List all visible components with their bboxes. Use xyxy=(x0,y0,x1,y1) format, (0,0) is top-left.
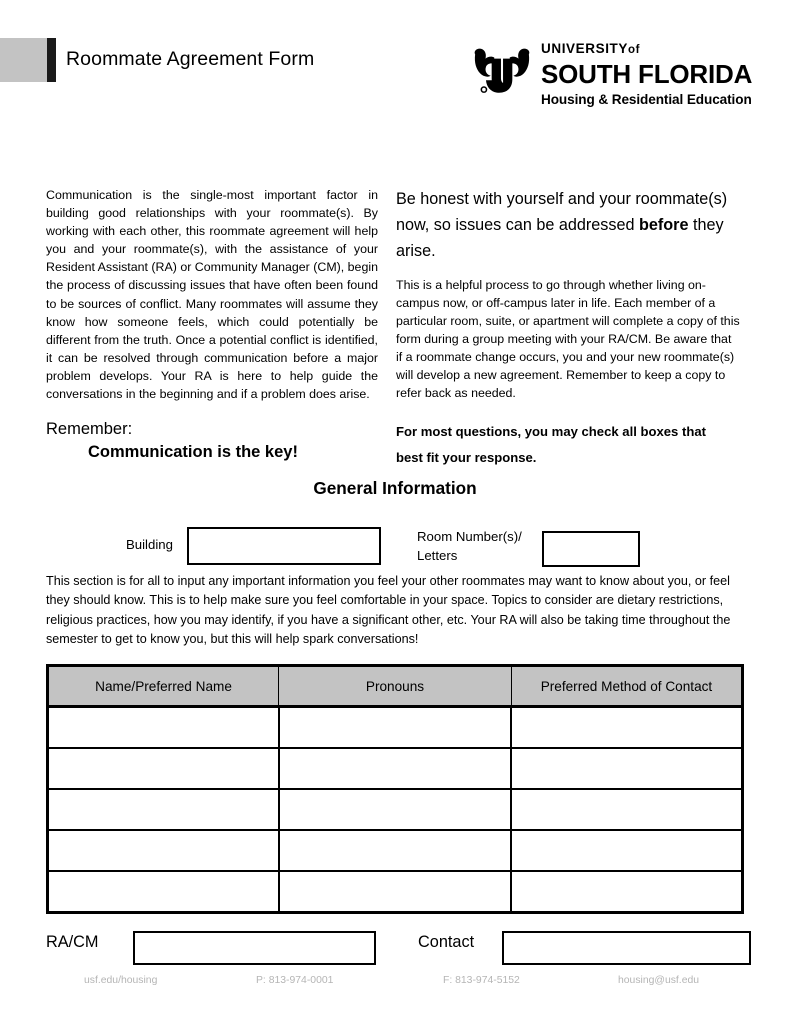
footer-fax: F: 813-974-5152 xyxy=(443,975,520,986)
table-cell-contact[interactable] xyxy=(511,789,742,830)
usf-wordmark-line3: Housing & Residential Education xyxy=(541,92,752,107)
table-row xyxy=(48,871,743,913)
intro-lead-part2: they arise. xyxy=(396,216,724,261)
general-information-heading: General Information xyxy=(313,478,477,498)
building-label: Building xyxy=(126,537,173,552)
footer-email: housing@usf.edu xyxy=(618,975,700,986)
room-number-label: Room Number(s)/ Letters xyxy=(417,529,522,563)
intro-left-column: Communication is the single-most important factor in building good relationships with your roommate(s). By working with each other, this roommate agreement will help you and your roommate(s), with the assistance of your Resident Assistant (RA) or Community Manager (CM), begin the process of discussing issues that have often been found to be sources of conflict. Many roommates will assume they know how someone feels, which could potentially be different from the truth. Once a potential conflict is identified, it can be resolved through communication before a major problem develops. Your RA is here to help guide the conversations in the beginning and if a problem does arise. xyxy=(46,188,378,402)
usf-bull-icon xyxy=(471,46,533,98)
table-row xyxy=(48,748,743,789)
column-header-name: Name/Preferred Name xyxy=(48,666,279,707)
footer-website: usf.edu/housing xyxy=(84,975,158,986)
usf-wordmark xyxy=(541,40,761,111)
intro-right-column xyxy=(396,186,740,402)
usf-logo xyxy=(471,40,761,130)
section-instructions: This section is for all to input any important information you feel your other roommates may want to know about you, or feel they should know. This is to help make sure you feel comfortable in your space. Topics to consider are dietary restrictions, religious practices, how you may identify, if you have a significant other, etc. Your RA will also be taking time throughout the semester to get to know you, but this will help spark conversations! xyxy=(46,574,731,646)
table-cell-contact[interactable] xyxy=(511,748,742,789)
general-information-fields xyxy=(0,525,790,570)
table-cell-contact[interactable] xyxy=(511,707,742,749)
table-cell-pronouns[interactable] xyxy=(279,830,512,871)
table-cell-name[interactable] xyxy=(48,748,279,789)
header-accent-swatch xyxy=(0,38,47,82)
page-footer xyxy=(0,975,790,995)
table-row xyxy=(48,830,743,871)
remember-section xyxy=(0,417,790,467)
bottom-fields-section xyxy=(0,928,790,964)
racm-input[interactable] xyxy=(133,931,376,965)
header-accent-bar xyxy=(47,38,56,82)
table-cell-name[interactable] xyxy=(48,830,279,871)
footer-phone: P: 813-974-0001 xyxy=(256,975,334,986)
remember-label: Remember: xyxy=(46,420,133,438)
building-input[interactable] xyxy=(187,527,381,565)
table-header xyxy=(48,666,743,707)
column-header-contact: Preferred Method of Contact xyxy=(511,666,742,707)
usf-university-text: UNIVERSITY xyxy=(541,41,629,56)
room-number-input[interactable] xyxy=(542,531,640,567)
intro-lead-emphasis: before xyxy=(638,216,689,235)
page-title: Roommate Agreement Form xyxy=(66,48,315,70)
usf-wordmark-line2: SOUTH FLORIDA xyxy=(541,59,753,89)
table-cell-name[interactable] xyxy=(48,707,279,749)
table-cell-name[interactable] xyxy=(48,789,279,830)
contact-input[interactable] xyxy=(502,931,751,965)
page-header xyxy=(0,38,790,133)
racm-label: RA/CM xyxy=(46,933,99,951)
table-cell-contact[interactable] xyxy=(511,871,742,913)
table-row xyxy=(48,789,743,830)
table-cell-pronouns[interactable] xyxy=(279,748,512,789)
table-cell-pronouns[interactable] xyxy=(279,789,512,830)
usf-of-text: of xyxy=(628,44,641,56)
table-cell-pronouns[interactable] xyxy=(279,871,512,913)
table-header-row xyxy=(48,666,743,707)
intro-section xyxy=(0,186,790,421)
table-cell-name[interactable] xyxy=(48,871,279,913)
remember-key-message: Communication is the key! xyxy=(88,443,298,461)
intro-lead-part1: Be honest with yourself and your roommate(s) now, so issues can be addressed xyxy=(396,190,728,235)
usf-wordmark-line1 xyxy=(541,40,761,59)
contact-label: Contact xyxy=(418,933,475,951)
table-cell-contact[interactable] xyxy=(511,830,742,871)
table-row xyxy=(48,707,743,749)
check-all-boxes-note: For most questions, you may check all boxes that best fit your response. xyxy=(396,424,706,465)
intro-lead-statement xyxy=(396,186,740,265)
table-body xyxy=(48,707,743,913)
table-cell-pronouns[interactable] xyxy=(279,707,512,749)
intro-right-body: This is a helpful process to go through whether living on-campus now, or off-campus later in life. Each member of a particular room, suite, or apartment will complete a copy of this form during a group meeting with your RA/CM. Be aware that if a roommate change occurs, you and your new roommate(s) will develop a new agreement. Remember to keep a copy to refer back as needed. xyxy=(396,277,740,401)
roommate-information-table xyxy=(46,664,744,914)
column-header-pronouns: Pronouns xyxy=(279,666,512,707)
